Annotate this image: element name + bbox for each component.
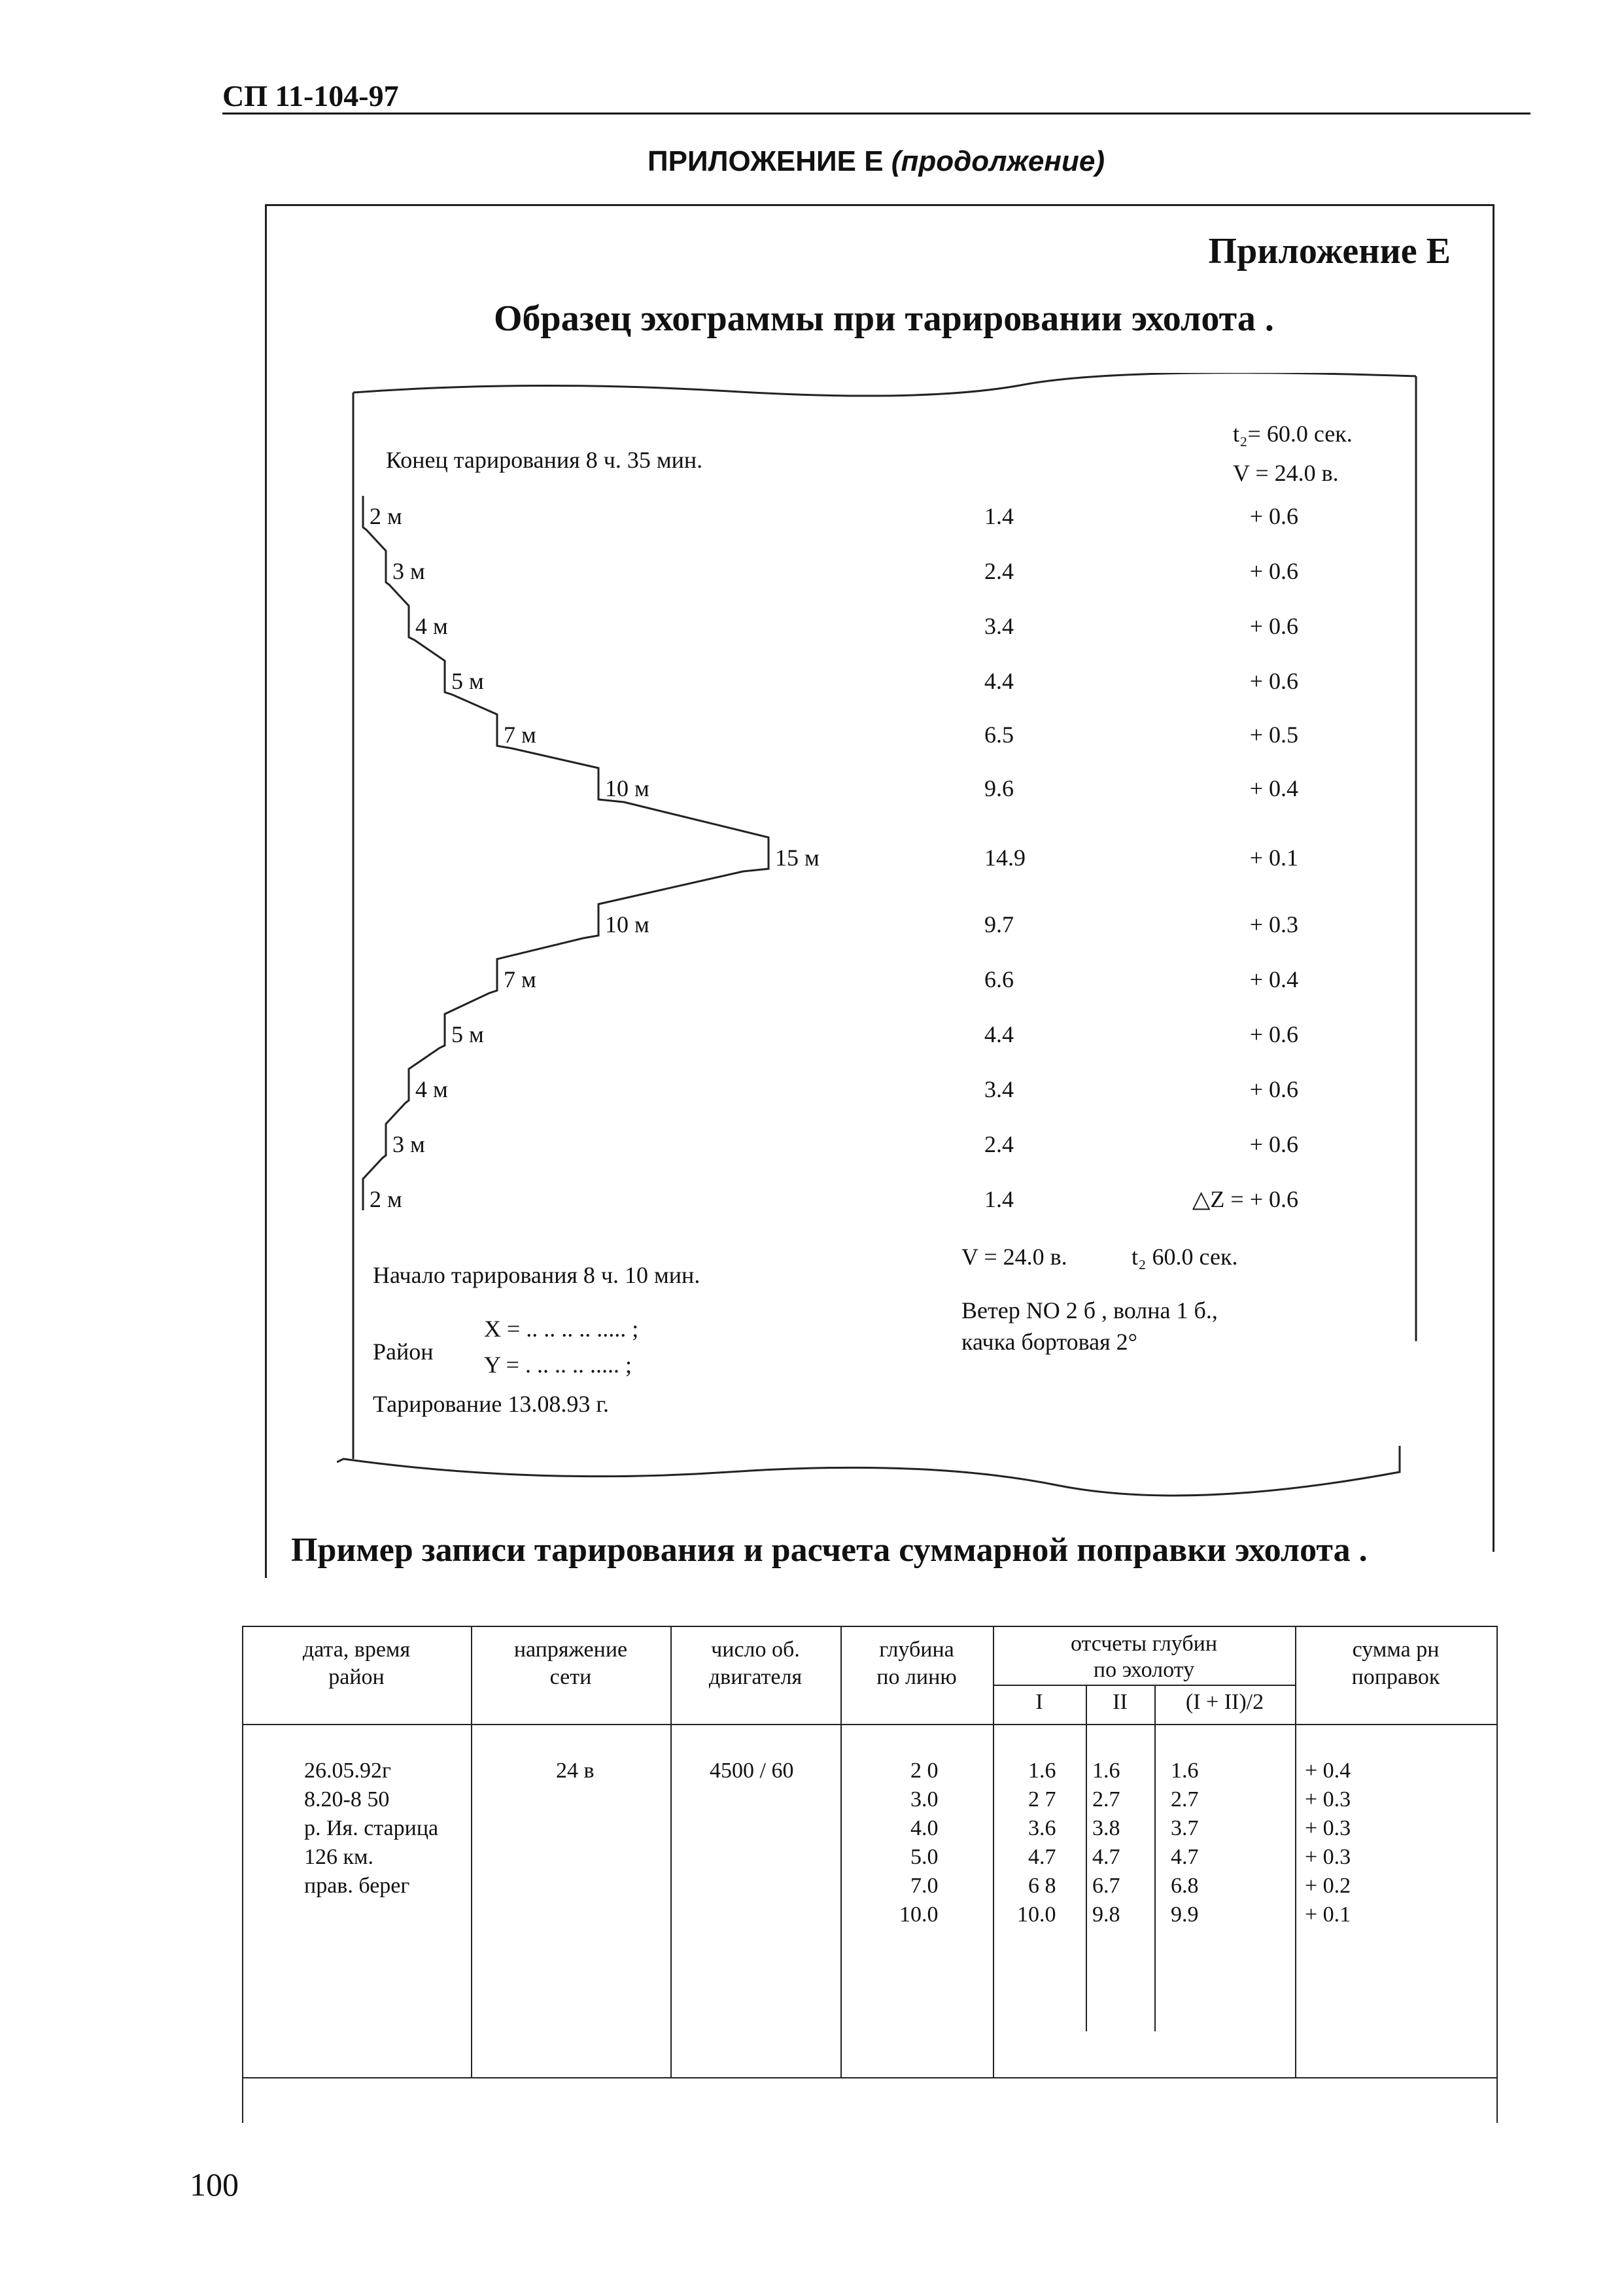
echo-reading: 6.5 [984,722,1014,748]
echo-reading: 4.4 [984,668,1014,694]
correction-value: + 0.4 [1249,775,1298,801]
echo-reading: 1.4 [984,1186,1014,1212]
depth-mark-label: 7 м [504,722,536,748]
echo-reading: 4.4 [984,1021,1014,1047]
depth-mark-label: 5 м [451,668,484,694]
depth-mark-label: 3 м [392,1131,425,1157]
document-code: СП 11-104-97 [222,79,399,113]
cell-reading-1: 1.6 2 7 3.6 4.7 6 8 10.0 [1017,1759,1056,1927]
depth-mark-label: 15 м [775,845,820,871]
header-average: (I + II)/2 [1185,1690,1264,1714]
header-sum: сумма рн поправок [1351,1638,1440,1689]
depth-mark-label: 2 м [370,503,402,529]
coordinate-x: X = .. .. .. .. ..... ; [484,1316,639,1342]
cell-voltage: 24 в [556,1759,595,1783]
calibration-table [242,1626,1498,2123]
table-bottom-rule [242,2077,1498,2078]
t2-top: t₂= 60.0 сек. [1233,421,1353,447]
depth-mark-label: 2 м [370,1186,402,1212]
correction-value: + 0.6 [1249,1131,1298,1157]
echo-reading: 2.4 [984,1131,1014,1157]
header-date: дата, время район [302,1638,411,1689]
depth-mark-label: 4 м [415,1076,448,1102]
correction-value: + 0.6 [1249,668,1298,694]
correction-value: + 0.5 [1249,722,1298,748]
frame-left [265,204,267,1578]
calibration-end-note: Конец тарирования 8 ч. 35 мин. [386,447,703,473]
correction-value: + 0.3 [1249,911,1298,937]
depth-mark-label: 3 м [392,558,425,584]
coordinate-y: Y = . .. .. .. ..... ; [484,1352,632,1378]
table-top-rule [242,1626,1498,1627]
col-divider [670,1626,672,2077]
correction-value: + 0.1 [1249,845,1298,871]
cell-rpm: 4500 / 60 [710,1759,794,1783]
wind-note-line1: Ветер NO 2 б , волна 1 б., [961,1297,1218,1323]
table-left-border [242,1626,243,2123]
correction-value: + 0.6 [1249,1076,1298,1102]
table-title: Пример записи тарирования и расчета суммарной поправки эхолота . [291,1532,1368,1569]
cell-sum: + 0.4 + 0.3 + 0.3 + 0.3 + 0.2 + 0.1 [1305,1759,1351,1927]
col-divider [840,1626,842,2077]
echo-reading: 2.4 [984,558,1014,584]
page-number: 100 [190,2166,239,2203]
echo-reading: 14.9 [984,845,1026,871]
voltage-top: V = 24.0 в. [1233,460,1339,486]
calibration-date-note: Тарирование 13.08.93 г. [373,1391,610,1417]
col-divider [1295,1626,1296,2077]
depth-mark-label: 10 м [605,911,649,937]
col-divider [471,1626,472,2077]
header-rule [222,113,1530,114]
continued-note: (продолжение) [891,145,1105,177]
echo-reading: 1.4 [984,503,1014,529]
echo-reading: 6.6 [984,966,1014,992]
depth-mark-label: 4 м [415,613,448,639]
correction-value: + 0.6 [1249,1021,1298,1047]
frame-top [265,204,1494,206]
frame-right [1493,204,1494,1552]
appendix-continued-heading [648,145,1105,178]
correction-value: + 0.6 [1249,503,1298,529]
appendix-label: Приложение Е [1208,231,1451,272]
echo-reading: 3.4 [984,613,1014,639]
header-rpm: число об. двигателя [708,1638,803,1689]
cell-depth: 2 0 3.0 4.0 5.0 7.0 10.0 [899,1759,939,1927]
col-divider [1154,1685,1156,2031]
correction-value: + 0.4 [1249,966,1298,992]
echo-reading: 3.4 [984,1076,1014,1102]
echogram-title: Образец эхограммы при тарировании эхолота . [494,298,1274,339]
echo-reading: 9.6 [984,775,1014,801]
readings-subheader-rule [994,1685,1295,1686]
echo-reading: 9.7 [984,911,1014,937]
header-reading-2: II [1113,1690,1128,1714]
appendix-name: ПРИЛОЖЕНИЕ Е [648,145,884,177]
wind-note-line2: качка бортовая 2° [961,1329,1138,1355]
table-header-rule [242,1724,1498,1725]
header-depth: глубина по линю [876,1638,957,1689]
depth-mark-label: 10 м [605,775,649,801]
voltage-bottom: V = 24.0 в. [961,1244,1067,1270]
t2-bottom: t₂ 60.0 сек. [1132,1244,1238,1270]
depth-mark-label: 7 м [504,966,536,992]
header-reading-1: I [1035,1690,1043,1714]
header-voltage: напряжение сети [513,1638,628,1689]
correction-value: △Z = + 0.6 [1192,1186,1298,1212]
cell-reading-2: 1.6 2.7 3.8 4.7 6.7 9.8 [1092,1759,1120,1927]
col-divider [1086,1685,1087,2031]
depth-mark-label: 5 м [451,1021,484,1047]
cell-date: 26.05.92г 8.20-8 50 р. Ия. старица 126 км. прав. берег [304,1759,439,1898]
header-readings: отсчеты глубин по эхолоту [1070,1632,1218,1682]
cell-average: 1.6 2.7 3.7 4.7 6.8 9.9 [1171,1759,1199,1927]
area-label: Район [373,1339,434,1365]
correction-value: + 0.6 [1249,613,1298,639]
table-right-border [1496,1626,1498,2123]
calibration-start-note: Начало тарирования 8 ч. 10 мин. [373,1262,700,1288]
echogram-sheet [337,373,1423,1498]
correction-value: + 0.6 [1249,558,1298,584]
